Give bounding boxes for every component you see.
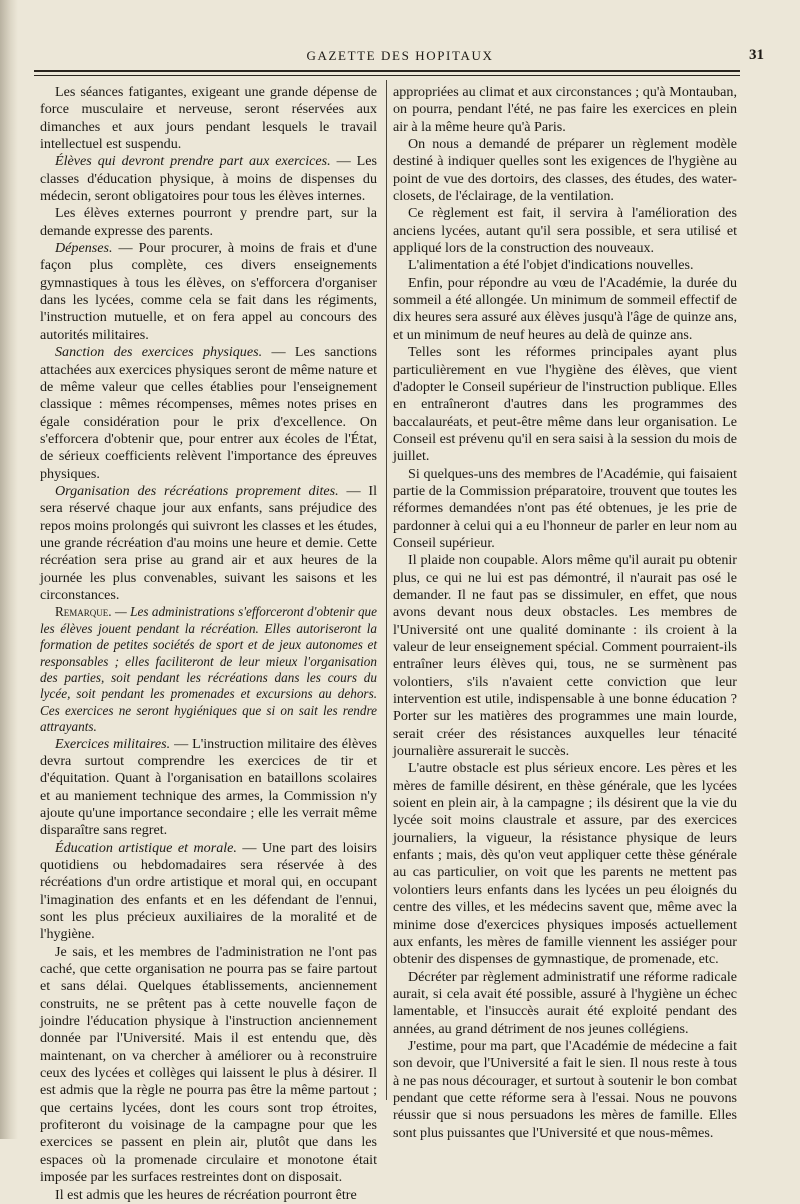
- page-header: [30, 44, 770, 68]
- paragraph: [40, 344, 377, 483]
- header-rule-thin: [34, 75, 740, 76]
- paragraph-text: Ce règlement est fait, il servira à l'amélioration des anciens lycées, autant qu'il sera possible, et sera utilisé et appliqué lors de la construction des nouveaux.: [393, 205, 737, 257]
- paragraph: [393, 1038, 737, 1142]
- right-column: [393, 84, 737, 1142]
- paragraph-lead: Dépenses.: [55, 240, 113, 257]
- paragraph: [393, 466, 737, 553]
- paragraph: [40, 1187, 377, 1204]
- paragraph: [40, 205, 377, 240]
- paragraph-text: J'estime, pour ma part, que l'Académie de médecine a fait son devoir, que l'Université a fait le sien. Il nous reste à tous à ne pas nous décourager, et surtout à soutenir le bon combat pendant que cette réforme sera à l'essai. Nous ne pouvons réussir que si nous persuadons les mères de famille. Elles sont plus puissantes que l'Université et que nous-mêmes.: [393, 1037, 737, 1141]
- paragraph-text: Je sais, et les membres de l'administration ne l'ont pas caché, que cette organisation ne pourra pas se faire partout et sans délai. Quelques établissements, anciennement construits, ne se prêtent pas à cette nouvelle façon de joindre l'éducation physique à l'instruction anciennement donnée par l'Université. Mais il est entendu que, dès maintenant, on va chercher à améliorer ou à reconstruire ceux des lycées et collèges qui laissent le plus à désirer. Il est admis que la règle ne pourra pas être la même partout ; que certains lycées, dont les cours sont trop étroites, profiteront du voisinage de la campagne pour que les exercices se passent en plein air, plutôt que dans les espaces où la promenade circulaire et monotone était imposée par les surfaces restreintes dont on disposait.: [40, 943, 377, 1186]
- paragraph: [40, 944, 377, 1187]
- paragraph-text: Enfin, pour répondre au vœu de l'Académie, la durée du sommeil a été allongée. Un minimum de sommeil effectif de dix heures sera assuré aux élèves jusqu'à l'âge de quinze ans, et un minimum de neuf heures au delà de quinze ans.: [393, 274, 737, 343]
- running-title: GAZETTE DES HOPITAUX: [306, 48, 494, 63]
- paragraph: [393, 136, 737, 205]
- paragraph-lead: Élèves qui devront prendre part aux exercices.: [55, 153, 331, 170]
- paragraph: [40, 153, 377, 205]
- paragraph-text: — L'instruction militaire des élèves devra surtout comprendre les exercices de tir et d'équitation. Quant à l'organisation en bataillons scolaires et au maniement technique des armes, la Commission n'y ajoute qu'une importance secondaire ; elle les verrait même disparaître sans regret.: [40, 735, 377, 839]
- paragraph: [393, 760, 737, 968]
- paragraph-text: L'autre obstacle est plus sérieux encore. Les pères et les mères de famille désirent, en thèse générale, que les lycées soient en plein air, à la campagne ; ils désirent que la vie du lycée soit moins claustrale et assure, par des exercices journaliers, la vigueur, la résistance physique de leurs enfants ; mais, dès qu'on veut appliquer cette thèse générale au cas particulier, on voit que les parents ne mettent pas volontiers leurs enfants dans les lycées un peu éloignés du centre des villes, et les médecins savent que, même avec la minime dose d'exercices physiques imposés actuellement aux enfants, les mères de famille viennent les assiéger pour obtenir des dispenses de gymnastique, de promenade, etc.: [393, 760, 737, 968]
- paragraph-text: — Une part des loisirs quotidiens ou hebdomadaires sera réservée à des récréations d'un ordre artistique et moral qui, en occupant l'imagination des enfants et en les défendant de l'ennui, sont les plus précieux auxiliaires de la moralité et de l'hygiène.: [40, 839, 377, 943]
- page-binding-shadow: [0, 0, 18, 1139]
- paragraph: [393, 344, 737, 465]
- paragraph-text: Il est admis que les heures de récréation pourront être: [55, 1186, 357, 1203]
- paragraph-lead: Exercices militaires.: [55, 735, 171, 752]
- paragraph: [40, 84, 377, 153]
- paragraph: [393, 969, 737, 1038]
- paragraph-text: Si quelques-uns des membres de l'Académie, qui faisaient partie de la Commission préparatoire, trouvent que toutes les réformes demandées n'ont pas été obtenues, je les prie de pardonner à celui qui a eu l'honneur de parler en leur nom au Conseil supérieur.: [393, 465, 737, 551]
- paragraph: [393, 275, 737, 344]
- paragraph-text: Telles sont les réformes principales ayant plus particulièrement en vue l'hygiène des élèves, que vient d'adopter le Conseil supérieur de l'instruction publique. Elles en entraîneront d'autres dans les programmes des baccalauréats, et peut-être même dans leur organisation. Le Conseil est prévenu qu'il en sera saisi à la session du mois de juillet.: [393, 344, 737, 465]
- paragraph: [40, 604, 377, 735]
- paragraph-lead: Remarque.: [55, 604, 112, 620]
- paragraph-text: appropriées au climat et aux circonstances ; qu'à Montauban, on pourra, pendant l'été, ne pas faire les exercices en plein air à la même heure qu'à Paris.: [393, 84, 737, 135]
- left-column: [40, 84, 377, 1204]
- page-number: 31: [749, 47, 764, 63]
- paragraph-text: — Les administrations s'efforceront d'obtenir que les élèves jouent pendant la récréation. Elles autoriseront la formation de petites sociétés de sport et de jeux autonomes et responsables ; elles faciliteront de leur mieux l'organisation des parties, soit pendant les récréations dans les cours du lycée, soit pendant les promenades et excursions au dehors. Ces exercices ne seront hygiéniques que si on sait les rendre attrayants.: [40, 604, 377, 735]
- paragraph-lead: Organisation des récréations proprement dites.: [55, 482, 339, 499]
- paragraph: [393, 84, 737, 136]
- paragraph-text: On nous a demandé de préparer un règlement modèle destiné à indiquer quelles sont les exigences de l'hygiène au point de vue des dortoirs, des classes, des études, des water-closets, de l'éclairage, de la ventilation.: [393, 136, 737, 205]
- paragraph-text: Les séances fatigantes, exigeant une grande dépense de force musculaire et nerveuse, seront réservées aux dimanches et aux jours pendant lesquels le travail intellectuel est suspendu.: [40, 84, 377, 153]
- paragraph: [393, 552, 737, 760]
- header-rule-thick: [34, 70, 740, 72]
- paragraph-text: Décréter par règlement administratif une réforme radicale aurait, si cela avait été possible, assuré à l'hygiène un échec lamentable, et l'insuccès aurait été exploité pendant des années, au grand détriment de nos jeunes collégiens.: [393, 968, 737, 1037]
- paragraph: [393, 257, 737, 274]
- paragraph-lead: Éducation artistique et morale.: [55, 839, 237, 856]
- column-divider: [386, 80, 387, 1100]
- paragraph: [40, 483, 377, 604]
- paragraph: [40, 736, 377, 840]
- paragraph-text: — Pour procurer, à moins de frais et d'une façon plus complète, ces divers enseignements gymnastiques à tous les élèves, on s'efforcera d'organiser dans les lycées, comme cela se fait dans les régiments, l'instruction mutuelle, et on fera appel au concours des autorités militaires.: [40, 240, 377, 343]
- paragraph-text: Les élèves externes pourront y prendre part, sur la demande expresse des parents.: [40, 205, 377, 239]
- paragraph-text: — Il sera réservé chaque jour aux enfants, sans préjudice des repos moins prolongés qui suivront les classes et les études, une grande récréation d'au moins une heure et demie. Cette récréation sera prise au grand air et aux heures de la journée les plus convenables, suivant les saisons et les circonstances.: [40, 482, 377, 603]
- paragraph-text: — Les classes d'éducation physique, à moins de dispenses du médecin, seront obligatoires pour tous les élèves internes.: [40, 153, 377, 205]
- paragraph: [40, 840, 377, 944]
- paragraph-text: — Les sanctions attachées aux exercices physiques seront de même nature et de même valeur que celles établies pour l'enseignement classique : mêmes récompenses, mêmes notes prises en égale considération pour le prix d'excellence. On s'efforcera d'obtenir que, pour entrer aux écoles de l'État, de sérieux coefficients relèvent l'importance des épreuves physiques.: [40, 344, 377, 482]
- paragraph-text: Il plaide non coupable. Alors même qu'il aurait pu obtenir plus, ce qui ne lui est pas démontré, il n'aurait pas osé le demander. Il ne faut pas se dissimuler, en effet, que nous avons devant nous deux obstacles. Les membres de l'Université ont une qualité dominante : ils croient à la valeur de leur enseignement spécial. Comment pourraient-ils entraîner leurs élèves qui, tous, ne se surmènent pas volontiers, s'ils n'avaient cette conviction que leur intervention est utile, indispensable à une bonne éducation ? Porter sur les matières des programmes une main lourde, serait créer des résistances auxquelles leur ténacité journalière assurerait le succès.: [393, 552, 737, 760]
- paragraph-text: L'alimentation a été l'objet d'indications nouvelles.: [408, 257, 694, 274]
- paragraph-lead: Sanction des exercices physiques.: [55, 344, 263, 361]
- paragraph: [40, 240, 377, 344]
- paragraph: [393, 205, 737, 257]
